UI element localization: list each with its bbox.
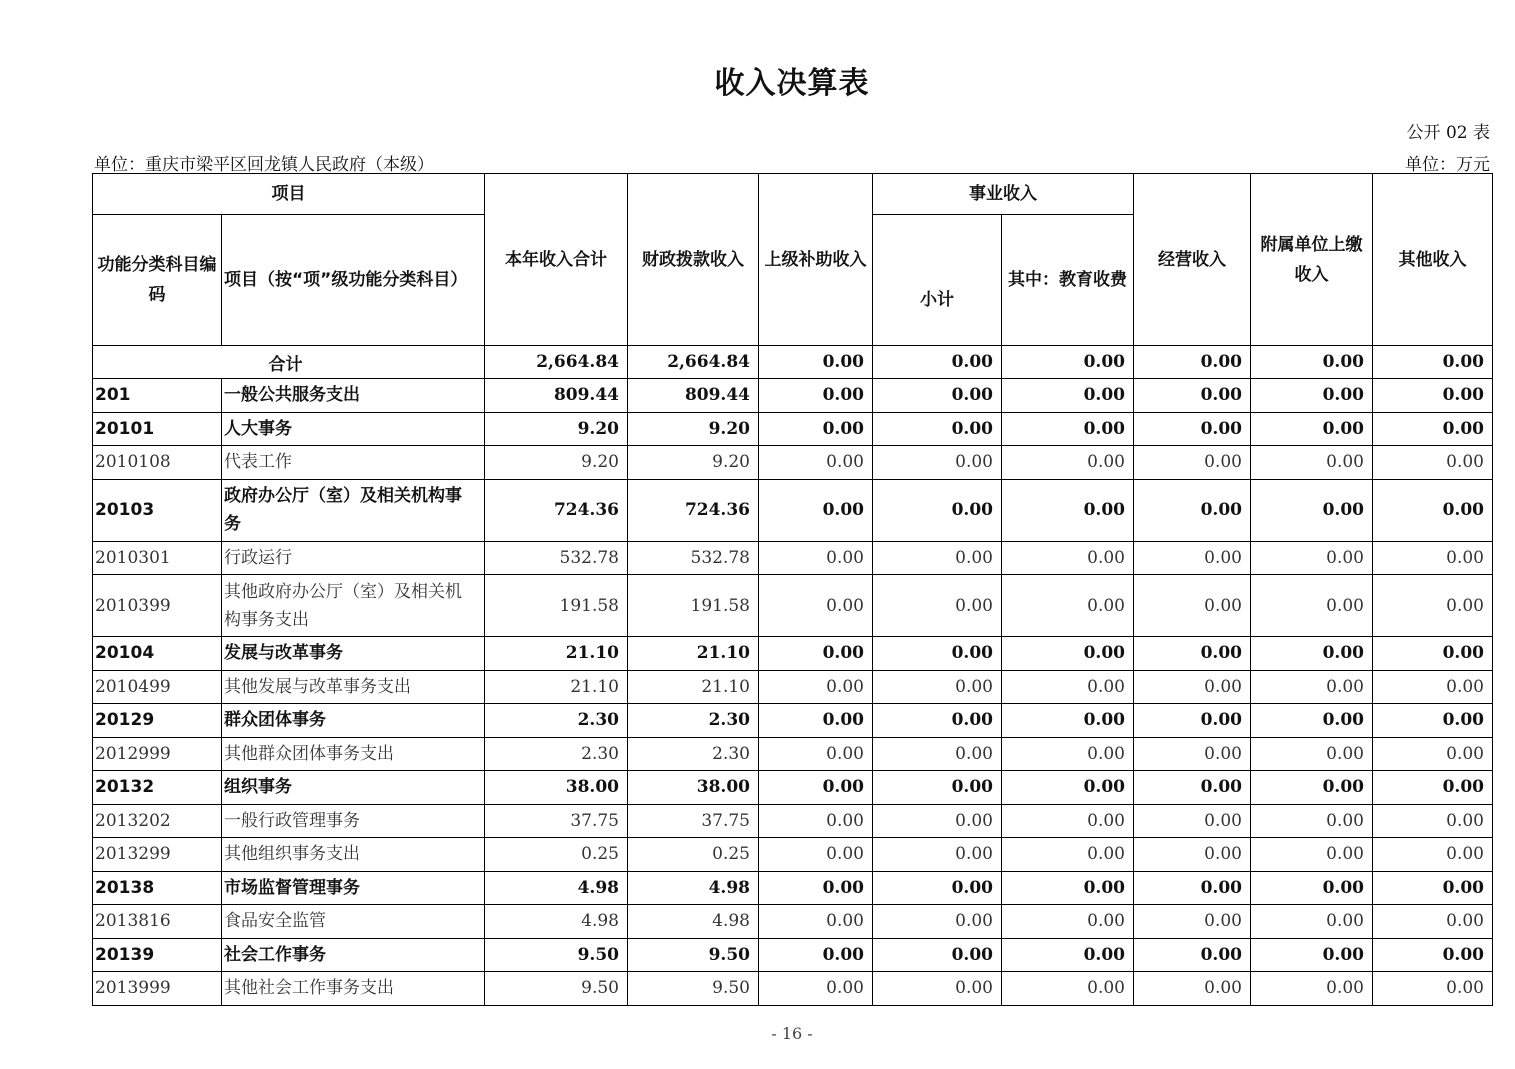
row-value: 38.00 <box>485 771 628 805</box>
row-value: 0.00 <box>873 737 1002 771</box>
header-total: 本年收入合计 <box>485 174 628 346</box>
row-value: 809.44 <box>485 379 628 413</box>
row-value: 0.00 <box>1134 670 1251 704</box>
row-value: 0.00 <box>873 575 1002 637</box>
row-value: 0.00 <box>873 479 1002 541</box>
row-value: 0.00 <box>1002 637 1134 671</box>
row-value: 0.00 <box>759 379 873 413</box>
row-code: 20101 <box>93 412 222 446</box>
header-affiliated: 附属单位上缴收入 <box>1251 174 1373 346</box>
row-value: 9.50 <box>628 972 759 1006</box>
row-value: 0.00 <box>1251 871 1373 905</box>
row-value: 0.00 <box>1373 446 1493 480</box>
row-value: 0.00 <box>1134 412 1251 446</box>
row-value: 0.00 <box>1002 905 1134 939</box>
row-value: 0.00 <box>759 479 873 541</box>
row-value: 0.00 <box>1373 972 1493 1006</box>
page-title: 收入决算表 <box>714 66 870 101</box>
row-value: 2.30 <box>485 737 628 771</box>
row-code: 20132 <box>93 771 222 805</box>
table-row <box>93 972 1493 1006</box>
row-value: 2.30 <box>628 704 759 738</box>
row-value: 0.00 <box>1002 972 1134 1006</box>
row-value: 0.00 <box>1251 938 1373 972</box>
row-code: 201 <box>93 379 222 413</box>
row-value: 0.00 <box>873 704 1002 738</box>
row-value: 0.00 <box>873 838 1002 872</box>
row-value: 2.30 <box>628 737 759 771</box>
row-value: 532.78 <box>485 541 628 575</box>
row-value: 0.00 <box>759 446 873 480</box>
row-value: 0.00 <box>873 771 1002 805</box>
table-row <box>93 541 1493 575</box>
row-value: 0.00 <box>873 972 1002 1006</box>
row-value: 0.00 <box>1002 704 1134 738</box>
table-row <box>93 637 1493 671</box>
row-value: 0.00 <box>1002 871 1134 905</box>
row-value: 0.00 <box>1002 670 1134 704</box>
row-value: 0.00 <box>873 670 1002 704</box>
row-name: 人大事务 <box>222 412 485 446</box>
row-code: 2010301 <box>93 541 222 575</box>
row-value: 0.00 <box>1251 737 1373 771</box>
row-value: 0.00 <box>1251 804 1373 838</box>
table-row <box>93 771 1493 805</box>
row-name: 组织事务 <box>222 771 485 805</box>
unit-currency: 单位：万元 <box>1405 155 1490 175</box>
row-value: 0.00 <box>873 905 1002 939</box>
row-value: 9.50 <box>485 938 628 972</box>
row-value: 0.00 <box>759 575 873 637</box>
row-value: 0.00 <box>1373 838 1493 872</box>
row-value: 0.00 <box>1373 412 1493 446</box>
table-row <box>93 737 1493 771</box>
header-other: 其他收入 <box>1373 174 1493 346</box>
row-value: 0.00 <box>759 972 873 1006</box>
row-value: 0.00 <box>1134 379 1251 413</box>
row-value: 0.00 <box>1251 541 1373 575</box>
row-value: 0.00 <box>1373 905 1493 939</box>
row-value: 0.00 <box>1373 479 1493 541</box>
row-value: 0.00 <box>1251 771 1373 805</box>
row-value: 0.00 <box>1002 412 1134 446</box>
row-value: 0.00 <box>1134 704 1251 738</box>
row-value: 0.00 <box>873 637 1002 671</box>
row-value: 0.00 <box>1134 479 1251 541</box>
row-value: 9.50 <box>485 972 628 1006</box>
row-value: 724.36 <box>628 479 759 541</box>
row-value: 0.00 <box>1251 412 1373 446</box>
total-cell: 0.00 <box>1251 346 1373 379</box>
table-row <box>93 938 1493 972</box>
row-value: 38.00 <box>628 771 759 805</box>
row-value: 0.00 <box>873 379 1002 413</box>
row-value: 0.00 <box>1373 379 1493 413</box>
row-value: 0.00 <box>759 938 873 972</box>
row-value: 0.00 <box>1134 938 1251 972</box>
row-name: 政府办公厅（室）及相关机构事务 <box>222 479 485 541</box>
row-value: 0.00 <box>1002 541 1134 575</box>
row-value: 0.25 <box>628 838 759 872</box>
row-value: 37.75 <box>485 804 628 838</box>
row-name: 其他发展与改革事务支出 <box>222 670 485 704</box>
header-item: 项目 <box>93 174 485 215</box>
row-name: 其他群众团体事务支出 <box>222 737 485 771</box>
row-value: 191.58 <box>628 575 759 637</box>
row-value: 0.00 <box>1251 670 1373 704</box>
row-value: 809.44 <box>628 379 759 413</box>
row-value: 0.00 <box>1002 379 1134 413</box>
row-value: 0.00 <box>1134 871 1251 905</box>
row-value: 0.00 <box>1373 871 1493 905</box>
row-value: 0.00 <box>1373 737 1493 771</box>
row-value: 21.10 <box>628 670 759 704</box>
row-name: 社会工作事务 <box>222 938 485 972</box>
row-value: 0.00 <box>1134 905 1251 939</box>
row-value: 37.75 <box>628 804 759 838</box>
row-name: 其他组织事务支出 <box>222 838 485 872</box>
row-code: 20139 <box>93 938 222 972</box>
row-value: 0.00 <box>759 771 873 805</box>
header-fiscal: 财政拨款收入 <box>628 174 759 346</box>
row-value: 9.20 <box>628 412 759 446</box>
row-name: 群众团体事务 <box>222 704 485 738</box>
row-value: 0.00 <box>1002 446 1134 480</box>
row-name: 其他社会工作事务支出 <box>222 972 485 1006</box>
row-value: 0.00 <box>759 838 873 872</box>
total-cell: 0.00 <box>1002 346 1134 379</box>
row-value: 0.00 <box>759 541 873 575</box>
row-value: 0.00 <box>1134 838 1251 872</box>
row-value: 21.10 <box>628 637 759 671</box>
row-value: 0.00 <box>1373 771 1493 805</box>
total-row <box>93 346 1493 379</box>
row-value: 0.00 <box>759 704 873 738</box>
unit-organization: 单位：重庆市梁平区回龙镇人民政府（本级） <box>94 155 434 175</box>
row-value: 0.00 <box>759 670 873 704</box>
table-row <box>93 704 1493 738</box>
row-value: 191.58 <box>485 575 628 637</box>
table-row <box>93 838 1493 872</box>
table-row <box>93 670 1493 704</box>
row-value: 0.00 <box>1251 379 1373 413</box>
row-value: 0.00 <box>1134 575 1251 637</box>
header-subtotal: 小计 <box>873 215 1002 346</box>
row-value: 0.00 <box>873 938 1002 972</box>
row-name: 代表工作 <box>222 446 485 480</box>
row-value: 21.10 <box>485 637 628 671</box>
row-value: 0.00 <box>873 804 1002 838</box>
total-cell: 2,664.84 <box>485 346 628 379</box>
row-value: 4.98 <box>485 871 628 905</box>
row-name: 市场监督管理事务 <box>222 871 485 905</box>
income-table <box>92 173 1493 1006</box>
table-row <box>93 412 1493 446</box>
row-value: 0.00 <box>1373 637 1493 671</box>
row-value: 0.00 <box>1373 704 1493 738</box>
row-value: 0.00 <box>1251 637 1373 671</box>
row-value: 0.00 <box>1251 479 1373 541</box>
row-value: 0.00 <box>873 412 1002 446</box>
row-value: 21.10 <box>485 670 628 704</box>
row-value: 0.00 <box>1002 938 1134 972</box>
row-value: 0.00 <box>1134 972 1251 1006</box>
row-value: 532.78 <box>628 541 759 575</box>
row-value: 4.98 <box>628 871 759 905</box>
row-value: 0.00 <box>1373 804 1493 838</box>
row-name: 食品安全监管 <box>222 905 485 939</box>
row-value: 0.00 <box>1002 838 1134 872</box>
row-name: 发展与改革事务 <box>222 637 485 671</box>
row-code: 2012999 <box>93 737 222 771</box>
header-operating: 经营收入 <box>1134 174 1251 346</box>
row-value: 0.00 <box>1251 972 1373 1006</box>
table-row <box>93 575 1493 637</box>
row-name: 其他政府办公厅（室）及相关机构事务支出 <box>222 575 485 637</box>
header-business: 事业收入 <box>873 174 1134 215</box>
total-cell: 0.00 <box>1134 346 1251 379</box>
row-code: 2010499 <box>93 670 222 704</box>
total-cell: 0.00 <box>759 346 873 379</box>
row-value: 0.00 <box>1134 737 1251 771</box>
row-value: 0.00 <box>1251 905 1373 939</box>
row-code: 20103 <box>93 479 222 541</box>
row-value: 0.00 <box>1373 575 1493 637</box>
page-number: - 16 - <box>771 1024 813 1043</box>
header-name: 项目（按“项”级功能分类科目） <box>222 215 485 346</box>
row-value: 0.00 <box>873 446 1002 480</box>
row-value: 0.00 <box>1134 771 1251 805</box>
row-value: 0.00 <box>1002 479 1134 541</box>
row-value: 4.98 <box>628 905 759 939</box>
header-superior: 上级补助收入 <box>759 174 873 346</box>
row-code: 2013816 <box>93 905 222 939</box>
row-code: 2013299 <box>93 838 222 872</box>
row-value: 0.00 <box>1251 575 1373 637</box>
row-value: 0.00 <box>1251 446 1373 480</box>
table-row <box>93 905 1493 939</box>
table-row <box>93 379 1493 413</box>
row-value: 0.00 <box>1134 804 1251 838</box>
row-value: 0.00 <box>1134 541 1251 575</box>
row-code: 20104 <box>93 637 222 671</box>
row-value: 0.25 <box>485 838 628 872</box>
header-code: 功能分类科目编码 <box>93 215 222 346</box>
form-number: 公开 02 表 <box>1406 123 1490 143</box>
row-value: 9.50 <box>628 938 759 972</box>
row-value: 9.20 <box>485 412 628 446</box>
row-value: 9.20 <box>628 446 759 480</box>
row-value: 0.00 <box>759 804 873 838</box>
row-value: 0.00 <box>1373 670 1493 704</box>
row-value: 0.00 <box>759 871 873 905</box>
row-value: 0.00 <box>1251 704 1373 738</box>
row-value: 0.00 <box>759 637 873 671</box>
row-value: 0.00 <box>1002 804 1134 838</box>
row-value: 0.00 <box>873 871 1002 905</box>
row-value: 0.00 <box>1002 575 1134 637</box>
total-label: 合计 <box>93 346 485 379</box>
table-row <box>93 446 1493 480</box>
row-value: 0.00 <box>759 905 873 939</box>
total-cell: 0.00 <box>1373 346 1493 379</box>
row-code: 20138 <box>93 871 222 905</box>
row-value: 2.30 <box>485 704 628 738</box>
row-value: 0.00 <box>1373 938 1493 972</box>
row-value: 0.00 <box>759 412 873 446</box>
row-code: 2010399 <box>93 575 222 637</box>
table-row <box>93 804 1493 838</box>
row-value: 724.36 <box>485 479 628 541</box>
row-name: 一般公共服务支出 <box>222 379 485 413</box>
table-row <box>93 871 1493 905</box>
total-cell: 0.00 <box>873 346 1002 379</box>
total-cell: 2,664.84 <box>628 346 759 379</box>
row-value: 9.20 <box>485 446 628 480</box>
row-value: 0.00 <box>1002 771 1134 805</box>
row-code: 2010108 <box>93 446 222 480</box>
table-row <box>93 479 1493 541</box>
row-value: 0.00 <box>1251 838 1373 872</box>
row-code: 2013202 <box>93 804 222 838</box>
row-value: 0.00 <box>759 737 873 771</box>
header-edu: 其中：教育收费 <box>1002 215 1134 346</box>
row-value: 0.00 <box>873 541 1002 575</box>
row-name: 一般行政管理事务 <box>222 804 485 838</box>
row-value: 0.00 <box>1373 541 1493 575</box>
row-value: 4.98 <box>485 905 628 939</box>
row-code: 2013999 <box>93 972 222 1006</box>
row-value: 0.00 <box>1134 637 1251 671</box>
row-name: 行政运行 <box>222 541 485 575</box>
row-code: 20129 <box>93 704 222 738</box>
row-value: 0.00 <box>1134 446 1251 480</box>
row-value: 0.00 <box>1002 737 1134 771</box>
